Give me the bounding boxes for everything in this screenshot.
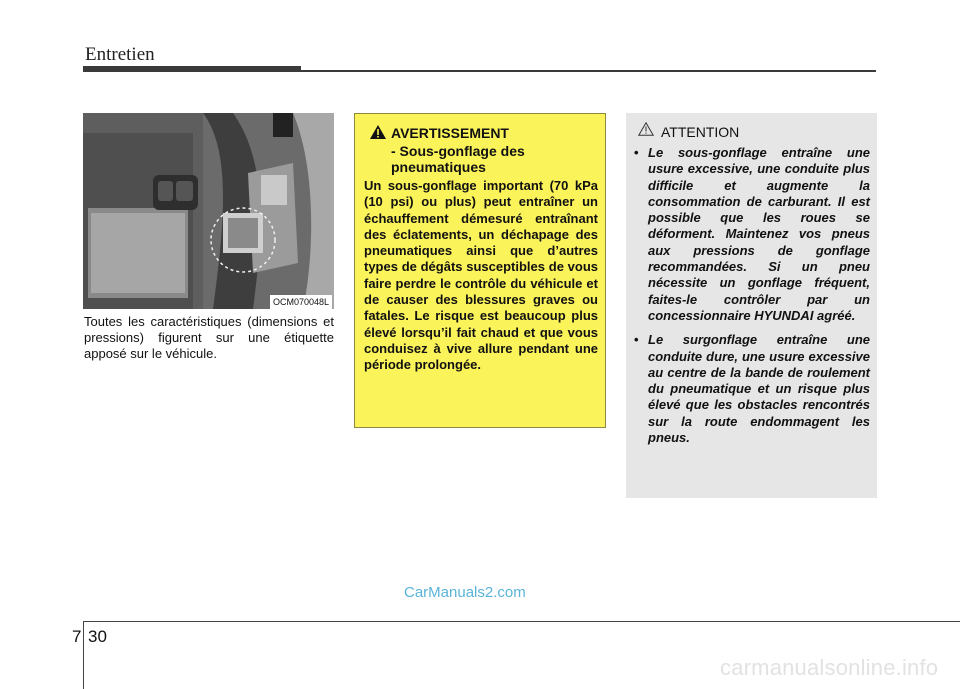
figure-code [83,295,334,309]
header-bar [83,66,301,72]
attention-item [632,145,870,324]
attention-list [632,145,870,454]
warning-box [354,113,606,428]
attention-item [632,332,870,446]
page-number: 30 [88,627,107,646]
body-paragraph: Toutes les caractéristiques (dimensions et pressions) figurent sur une étiquette apposé sur le véhicule. [84,314,334,361]
page-header-title: Entretien [85,44,155,65]
site-watermark: carmanualsonline.info [720,655,939,680]
attention-title: ATTENTION [661,124,740,140]
bullet: • [634,145,639,160]
warning-body: Un sous-gonflage important (70 kPa (10 psi) ou plus) peut entraîner un échauffement démesuré entraînant des éclatements, un déchapage des pneumatiques ainsi que d’autres types de dégâts susceptibles de vous faire perdre le contrôle du véhicule et de causer des blessures graves ou fatales. Le risque est beaucoup plus élevé lorsqu’il fait chaud et que vous conduisez à vive allure pendant une période prolongée. [364,178,598,373]
warning-icon [370,125,386,139]
watermark-link[interactable]: CarManuals2.com [404,584,526,601]
attention-box [626,113,877,498]
footer-rule [83,621,960,622]
chapter-number: 7 [72,627,82,646]
footer-divider [83,621,84,689]
bullet: • [634,332,639,348]
header-rule [301,70,876,72]
attention-item-text: Le sous-gonflage entraîne une usure excessive, une conduite plus difficile et augmente la consommation de carburant. Il est possible que les roues se déforment. Maintenez vos pneus aux pressions de gonflage recommandées. Si un pneu nécessite un gonflage fréquent, faites-le contrôler par un concessionnaire HYUNDAI agréé. [648,145,870,323]
figure-code-label: OCM070048L [270,295,332,309]
warning-subtitle: - Sous-gonflage des pneumatiques [391,143,525,175]
attention-item-text: Le surgonflage entraîne une conduite dure, une usure excessive au centre de la bande de roulement du pneumatique et un risque plus élevé que les obstacles rencontrés sur la route endommagent les pneus. [648,332,870,446]
door-label-photo [83,113,334,309]
warning-title: AVERTISSEMENT [391,125,509,141]
caution-icon [638,122,654,136]
